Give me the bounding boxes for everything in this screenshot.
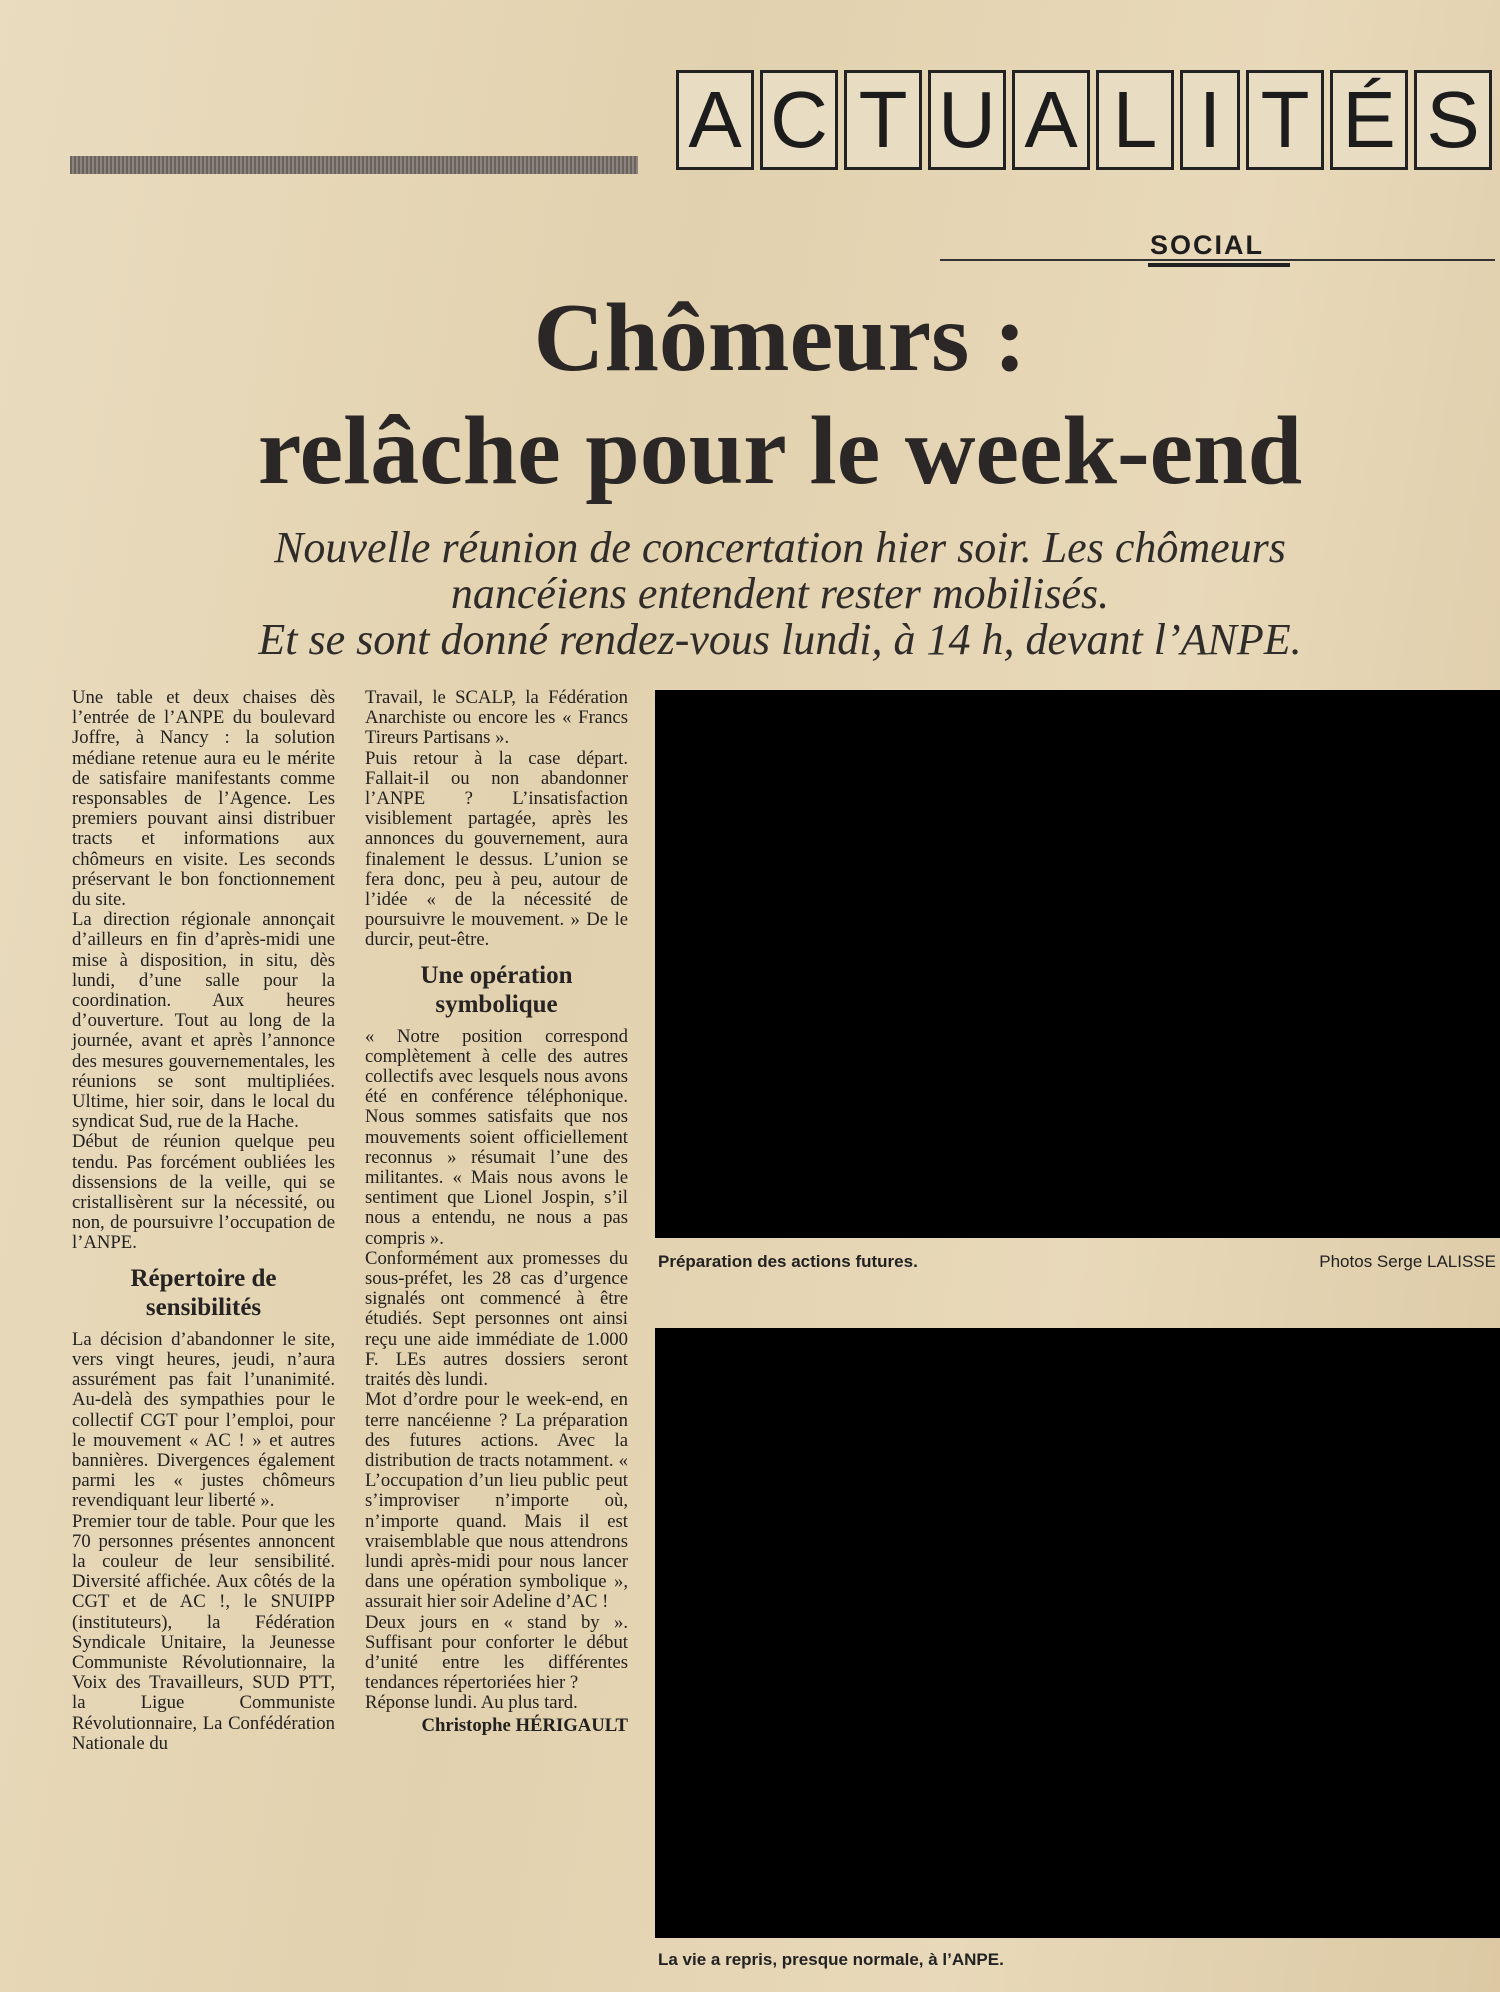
- banner-letter: T: [1246, 70, 1324, 170]
- headline: [60, 282, 1500, 508]
- paragraph: Travail, le SCALP, la Fédération Anarchiste ou encore les « Francs Tireurs Partisans ».: [365, 687, 628, 749]
- headline-line-2: relâche pour le week-end: [257, 397, 1303, 505]
- banner-letter: C: [760, 70, 838, 170]
- banner-letter: T: [844, 70, 922, 170]
- photo-credit: Photos Serge LALISSE: [1319, 1252, 1496, 1271]
- paragraph: Puis retour à la case départ. Fallait-il ou non abandonner l’ANPE ? L’insatisfaction visiblement partagée, après les annonces du gouvernement, aura finalement le dessus. L’union se fera donc, peu à peu, autour de l’idée « de la nécessité de poursuivre le mouvement. » De le durcir, peut-être.: [365, 747, 628, 951]
- subhead-line-3: Et se sont donné rendez-vous lundi, à 14 h, devant l’ANPE.: [258, 615, 1302, 664]
- subhead-line-1: Nouvelle réunion de concertation hier soir. Les chômeurs: [274, 523, 1286, 572]
- author-signature: Christophe HÉRIGAULT: [421, 1714, 628, 1736]
- photo-caption: La vie a repris, presque normale, à l’ANPE.: [658, 1950, 1004, 1969]
- paragraph: Réponse lundi. Au plus tard.: [365, 1692, 578, 1714]
- rubric-underline: [1148, 263, 1290, 267]
- paragraph: « Notre position correspond complètement à celle des autres collectifs avec lesquels nous avons été en conférence téléphonique. Nous sommes satisfaits que nos mouvements soient officiellement reconnus » résumait l’une des militantes. « Mais nous avons le sentiment que Lionel Jospin, s’il nous a entendu, ne nous a pas compris ».: [365, 1025, 628, 1249]
- paragraph: Deux jours en « stand by ». Suffisant pour conforter le début d’unité entre les différentes tendances répertoriées hier ?: [365, 1611, 628, 1694]
- paragraph: Premier tour de table. Pour que les 70 personnes présentes annoncent la couleur de leur sensibilité. Diversité affichée. Aux côtés de la CGT et de AC !, le SNUIPP (instituteurs), la Fédération Syndicale Unitaire, la Jeunesse Communiste Révolutionnaire, la Voix des Travailleurs, SUD PTT, la Ligue Communiste Révolutionnaire, La Confédération Nationale du: [72, 1510, 335, 1754]
- article-column-2: [365, 688, 628, 1736]
- paragraph: La décision d’abandonner le site, vers vingt heures, jeudi, n’aura assurément pas fait l’unanimité. Au-delà des sympathies pour le collectif CGT pour l’emploi, pour le mouvement « AC ! » et autres bannières. Divergences également parmi les « justes chômeurs revendiquant leur liberté ».: [72, 1328, 335, 1512]
- header-rule: [70, 156, 638, 174]
- intertitle: Répertoire de sensibilités: [130, 1264, 277, 1321]
- paragraph: Conformément aux promesses du sous-préfet, les 28 cas d’urgence signalés ont commencé à être étudiés. Sept personnes ont ainsi reçu une aide immédiate de 1.000 F. LEs autres dossiers seront traités dès lundi.: [365, 1247, 628, 1391]
- banner-letter: I: [1180, 70, 1240, 170]
- article-column-1: [72, 688, 335, 1754]
- paragraph: Début de réunion quelque peu tendu. Pas forcément oubliées les dissensions de la veille, qui se cristallisèrent sur la nécessité, ou non, de poursuivre l’occupation de l’ANPE.: [72, 1131, 335, 1254]
- section-banner: [676, 70, 1492, 175]
- photo-redacted: [655, 690, 1500, 1238]
- subheadline: [60, 525, 1500, 663]
- paragraph: La direction régionale annonçait d’ailleurs en fin d’après-midi une mise à disposition, in situ, dès lundi, d’une salle pour la coordination. Aux heures d’ouverture. Tout au long de la journée, avant et après l’annonce des mesures gouvernementales, les réunions se sont multipliées. Ultime, hier soir, dans le local du syndicat Sud, rue de la Hache.: [72, 909, 335, 1133]
- photo-redacted: [655, 1328, 1500, 1938]
- banner-letter: É: [1330, 70, 1408, 170]
- intertitle: Une opération symbolique: [420, 961, 573, 1018]
- banner-letter: A: [1012, 70, 1090, 170]
- banner-letter: S: [1414, 70, 1492, 170]
- banner-letter: L: [1096, 70, 1174, 170]
- subhead-line-2: nancéiens entendent rester mobilisés.: [450, 569, 1110, 618]
- paragraph: Une table et deux chaises dès l’entrée de l’ANPE du boulevard Joffre, à Nancy : la solution médiane retenue aura eu le mérite de satisfaire manifestants comme responsables de l’Agence. Les premiers pouvant ainsi distribuer tracts et informations aux chômeurs en visite. Les seconds préservant le bon fonctionnement du site.: [72, 687, 335, 911]
- banner-letter: U: [928, 70, 1006, 170]
- headline-line-1: Chômeurs :: [533, 284, 1027, 392]
- photo-caption: Préparation des actions futures.: [658, 1252, 918, 1271]
- paragraph: Mot d’ordre pour le week-end, en terre nancéienne ? La préparation des futures actions. Avec la distribution de tracts notamment. « L’occupation d’un lieu public peut s’improviser n’importe où, n’importe quand. Mais il est vraisemblable que nous attendrons lundi après-midi pour nous lancer dans une opération symbolique », assurait hier soir Adeline d’AC !: [365, 1389, 628, 1613]
- banner-letter: A: [676, 70, 754, 170]
- rubric-label: SOCIAL: [1150, 230, 1265, 260]
